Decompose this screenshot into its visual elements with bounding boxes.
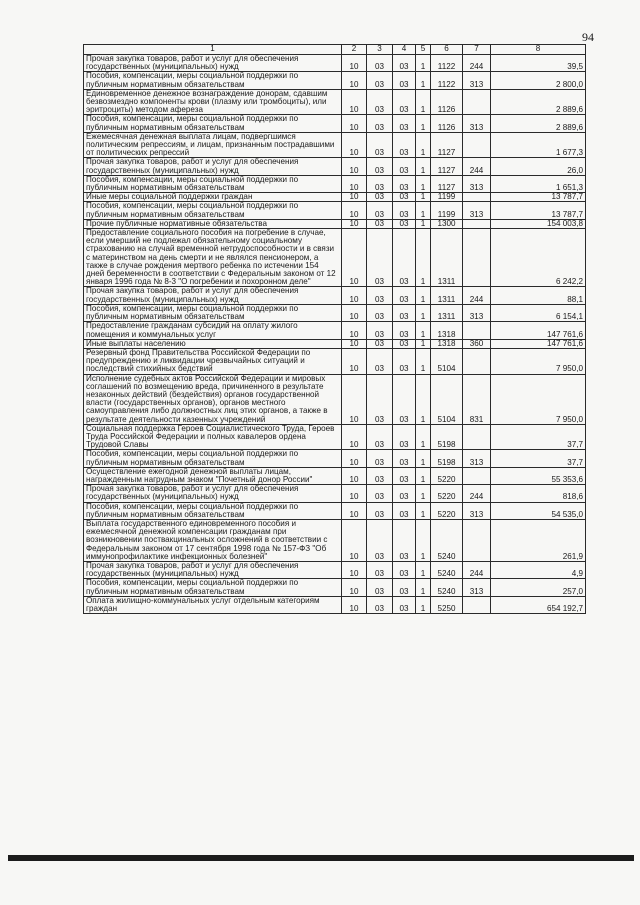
- row-name-cell: Пособия, компенсации, меры социальной поддержки по публичным нормативным обязательствам: [84, 450, 342, 467]
- table-row: [84, 193, 586, 202]
- row-expense-type-cell: 313: [463, 175, 491, 192]
- row-name-cell: Исполнение судебных актов Российской Федерации и мировых соглашений по возмещению вреда, причиненного в результате незаконных действий (бездействия) органов государственной власти (государственных органов), органов местного самоуправления либо должностных лиц этих органов, а также в результате деятельности казенных учреждений: [84, 374, 342, 424]
- row-code-cell: 1122: [431, 55, 463, 72]
- row-subprogram-cell: 1: [416, 502, 431, 519]
- row-expense-type-cell: 313: [463, 115, 491, 132]
- row-subsection-cell: 03: [367, 229, 393, 287]
- row-code-cell: 5240: [431, 561, 463, 578]
- row-program-cell: 03: [393, 339, 416, 348]
- row-subprogram-cell: 1: [416, 596, 431, 613]
- row-section-cell: 10: [342, 304, 367, 321]
- row-name-cell: Пособия, компенсации, меры социальной поддержки по публичным нормативным обязательствам: [84, 72, 342, 89]
- row-code-cell: 1127: [431, 132, 463, 158]
- row-expense-type-cell: [463, 348, 491, 374]
- row-amount-cell: 26,0: [491, 158, 586, 175]
- row-amount-cell: 147 761,6: [491, 339, 586, 348]
- row-subprogram-cell: 1: [416, 193, 431, 202]
- row-amount-cell: 2 800,0: [491, 72, 586, 89]
- row-name-cell: Пособия, компенсации, меры социальной поддержки по публичным нормативным обязательствам: [84, 202, 342, 219]
- row-amount-cell: 13 787,7: [491, 193, 586, 202]
- row-amount-cell: 147 761,6: [491, 322, 586, 339]
- row-amount-cell: 37,7: [491, 450, 586, 467]
- row-amount-cell: 257,0: [491, 579, 586, 596]
- row-subsection-cell: 03: [367, 519, 393, 561]
- column-header-section: 2: [342, 45, 367, 55]
- row-subprogram-cell: 1: [416, 115, 431, 132]
- row-subprogram-cell: 1: [416, 132, 431, 158]
- row-subsection-cell: 03: [367, 72, 393, 89]
- row-expense-type-cell: [463, 596, 491, 613]
- row-program-cell: 03: [393, 596, 416, 613]
- row-expense-type-cell: 313: [463, 304, 491, 321]
- row-subsection-cell: 03: [367, 348, 393, 374]
- row-amount-cell: 654 192,7: [491, 596, 586, 613]
- row-program-cell: 03: [393, 519, 416, 561]
- row-amount-cell: 39,5: [491, 55, 586, 72]
- row-subprogram-cell: 1: [416, 55, 431, 72]
- row-expense-type-cell: [463, 193, 491, 202]
- row-section-cell: 10: [342, 202, 367, 219]
- table-row: [84, 424, 586, 450]
- row-name-cell: Предоставление социального пособия на погребение в случае, если умерший не подлежал обязательному социальному страхованию на случай временной нетрудоспособности и в связи с материнством на день смерти и не являлся пенсионером, а также в случае рождения мертвого ребенка по истечении 154 дней беременности в соответствии с Федеральным законом от 12 января 1996 года № 8-3 "О погребении и похоронном деле": [84, 229, 342, 287]
- row-code-cell: 1127: [431, 175, 463, 192]
- row-program-cell: 03: [393, 561, 416, 578]
- column-header-subprogram: 5: [416, 45, 431, 55]
- table-row: [84, 304, 586, 321]
- row-section-cell: 10: [342, 485, 367, 502]
- row-code-cell: 5240: [431, 519, 463, 561]
- row-name-cell: Предоставление гражданам субсидий на оплату жилого помещения и коммунальных услуг: [84, 322, 342, 339]
- row-name-cell: Пособия, компенсации, меры социальной поддержки по публичным нормативным обязательствам: [84, 115, 342, 132]
- table-row: [84, 374, 586, 424]
- row-name-cell: Пособия, компенсации, меры социальной поддержки по публичным нормативным обязательствам: [84, 579, 342, 596]
- row-code-cell: 1311: [431, 229, 463, 287]
- row-code-cell: 5198: [431, 450, 463, 467]
- row-section-cell: 10: [342, 502, 367, 519]
- row-expense-type-cell: [463, 219, 491, 228]
- row-subsection-cell: 03: [367, 304, 393, 321]
- row-amount-cell: 7 950,0: [491, 374, 586, 424]
- row-subprogram-cell: 1: [416, 229, 431, 287]
- row-subsection-cell: 03: [367, 467, 393, 484]
- row-subsection-cell: 03: [367, 55, 393, 72]
- row-program-cell: 03: [393, 485, 416, 502]
- row-subsection-cell: 03: [367, 322, 393, 339]
- row-subsection-cell: 03: [367, 339, 393, 348]
- row-name-cell: Пособия, компенсации, меры социальной поддержки по публичным нормативным обязательствам: [84, 304, 342, 321]
- row-program-cell: 03: [393, 89, 416, 115]
- row-program-cell: 03: [393, 229, 416, 287]
- row-expense-type-cell: 244: [463, 158, 491, 175]
- row-amount-cell: 1 677,3: [491, 132, 586, 158]
- row-amount-cell: 55 353,6: [491, 467, 586, 484]
- row-amount-cell: 7 950,0: [491, 348, 586, 374]
- row-subprogram-cell: 1: [416, 158, 431, 175]
- row-section-cell: 10: [342, 596, 367, 613]
- row-program-cell: 03: [393, 322, 416, 339]
- row-expense-type-cell: [463, 89, 491, 115]
- row-name-cell: Иные выплаты населению: [84, 339, 342, 348]
- row-code-cell: 1318: [431, 339, 463, 348]
- row-program-cell: 03: [393, 579, 416, 596]
- row-expense-type-cell: 831: [463, 374, 491, 424]
- row-subsection-cell: 03: [367, 374, 393, 424]
- row-code-cell: 1311: [431, 304, 463, 321]
- row-amount-cell: 261,9: [491, 519, 586, 561]
- row-subprogram-cell: 1: [416, 175, 431, 192]
- row-amount-cell: 2 889,6: [491, 89, 586, 115]
- table-header-row: [84, 45, 586, 55]
- row-program-cell: 03: [393, 115, 416, 132]
- table-row: [84, 202, 586, 219]
- row-code-cell: 5104: [431, 374, 463, 424]
- row-subprogram-cell: 1: [416, 339, 431, 348]
- row-section-cell: 10: [342, 175, 367, 192]
- row-code-cell: 1126: [431, 89, 463, 115]
- row-name-cell: Пособия, компенсации, меры социальной поддержки по публичным нормативным обязательствам: [84, 502, 342, 519]
- column-header-amount: 8: [491, 45, 586, 55]
- row-amount-cell: 6 154,1: [491, 304, 586, 321]
- row-amount-cell: 13 787,7: [491, 202, 586, 219]
- row-amount-cell: 2 889,6: [491, 115, 586, 132]
- row-name-cell: Прочая закупка товаров, работ и услуг для обеспечения государственных (муниципальных) нужд: [84, 287, 342, 304]
- row-name-cell: Иные меры социальной поддержки граждан: [84, 193, 342, 202]
- table-row: [84, 485, 586, 502]
- row-subsection-cell: 03: [367, 502, 393, 519]
- row-subsection-cell: 03: [367, 202, 393, 219]
- row-amount-cell: 37,7: [491, 424, 586, 450]
- row-section-cell: 10: [342, 132, 367, 158]
- row-expense-type-cell: 313: [463, 579, 491, 596]
- row-section-cell: 10: [342, 219, 367, 228]
- row-section-cell: 10: [342, 158, 367, 175]
- budget-table: [83, 44, 586, 614]
- row-subprogram-cell: 1: [416, 72, 431, 89]
- table-row: [84, 229, 586, 287]
- row-program-cell: 03: [393, 348, 416, 374]
- row-subsection-cell: 03: [367, 132, 393, 158]
- row-section-cell: 10: [342, 229, 367, 287]
- row-amount-cell: 6 242,2: [491, 229, 586, 287]
- row-subprogram-cell: 1: [416, 89, 431, 115]
- row-name-cell: Прочая закупка товаров, работ и услуг для обеспечения государственных (муниципальных) нужд: [84, 485, 342, 502]
- row-expense-type-cell: 244: [463, 287, 491, 304]
- row-program-cell: 03: [393, 55, 416, 72]
- row-name-cell: Пособия, компенсации, меры социальной поддержки по публичным нормативным обязательствам: [84, 175, 342, 192]
- table-row: [84, 175, 586, 192]
- row-amount-cell: 88,1: [491, 287, 586, 304]
- row-expense-type-cell: 313: [463, 202, 491, 219]
- row-section-cell: 10: [342, 287, 367, 304]
- table-row: [84, 450, 586, 467]
- page-number: 94: [582, 30, 594, 44]
- table-row: [84, 596, 586, 613]
- row-subprogram-cell: 1: [416, 450, 431, 467]
- row-expense-type-cell: [463, 132, 491, 158]
- row-subsection-cell: 03: [367, 561, 393, 578]
- row-subprogram-cell: 1: [416, 287, 431, 304]
- table-row: [84, 219, 586, 228]
- row-expense-type-cell: 313: [463, 72, 491, 89]
- table-row: [84, 89, 586, 115]
- row-code-cell: 5240: [431, 579, 463, 596]
- row-code-cell: 5220: [431, 502, 463, 519]
- table-row: [84, 132, 586, 158]
- row-section-cell: 10: [342, 348, 367, 374]
- row-expense-type-cell: 313: [463, 502, 491, 519]
- table-row: [84, 158, 586, 175]
- row-name-cell: Единовременное денежное вознаграждение донорам, сдавшим безвозмездно компоненты крови (плазму или тромбоциты), или эритроциты) методом афереза: [84, 89, 342, 115]
- row-program-cell: 03: [393, 132, 416, 158]
- row-subprogram-cell: 1: [416, 561, 431, 578]
- row-expense-type-cell: 313: [463, 450, 491, 467]
- row-code-cell: 5220: [431, 485, 463, 502]
- row-section-cell: 10: [342, 72, 367, 89]
- table-row: [84, 287, 586, 304]
- row-code-cell: 5104: [431, 348, 463, 374]
- row-expense-type-cell: [463, 229, 491, 287]
- row-amount-cell: 4,9: [491, 561, 586, 578]
- table-row: [84, 55, 586, 72]
- row-name-cell: Прочие публичные нормативные обязательства: [84, 219, 342, 228]
- row-subsection-cell: 03: [367, 596, 393, 613]
- row-subsection-cell: 03: [367, 175, 393, 192]
- row-expense-type-cell: 244: [463, 55, 491, 72]
- row-code-cell: 1311: [431, 287, 463, 304]
- row-subsection-cell: 03: [367, 424, 393, 450]
- row-subprogram-cell: 1: [416, 519, 431, 561]
- row-subsection-cell: 03: [367, 89, 393, 115]
- row-section-cell: 10: [342, 322, 367, 339]
- row-subsection-cell: 03: [367, 219, 393, 228]
- row-subsection-cell: 03: [367, 193, 393, 202]
- table-body: [84, 55, 586, 614]
- row-name-cell: Оплата жилищно-коммунальных услуг отдельным категориям граждан: [84, 596, 342, 613]
- row-program-cell: 03: [393, 219, 416, 228]
- table-row: [84, 322, 586, 339]
- row-subprogram-cell: 1: [416, 304, 431, 321]
- row-code-cell: 1300: [431, 219, 463, 228]
- row-program-cell: 03: [393, 502, 416, 519]
- row-expense-type-cell: 244: [463, 561, 491, 578]
- table-row: [84, 467, 586, 484]
- table-row: [84, 348, 586, 374]
- row-program-cell: 03: [393, 450, 416, 467]
- column-header-code: 6: [431, 45, 463, 55]
- row-subprogram-cell: 1: [416, 467, 431, 484]
- row-subprogram-cell: 1: [416, 348, 431, 374]
- row-program-cell: 03: [393, 287, 416, 304]
- row-program-cell: 03: [393, 175, 416, 192]
- row-amount-cell: 154 003,8: [491, 219, 586, 228]
- row-code-cell: 1199: [431, 202, 463, 219]
- row-subprogram-cell: 1: [416, 424, 431, 450]
- row-section-cell: 10: [342, 89, 367, 115]
- row-code-cell: 1318: [431, 322, 463, 339]
- row-name-cell: Прочая закупка товаров, работ и услуг для обеспечения государственных (муниципальных) нужд: [84, 561, 342, 578]
- row-section-cell: 10: [342, 561, 367, 578]
- row-section-cell: 10: [342, 55, 367, 72]
- row-subprogram-cell: 1: [416, 202, 431, 219]
- column-header-subsection: 3: [367, 45, 393, 55]
- row-code-cell: 1127: [431, 158, 463, 175]
- row-subsection-cell: 03: [367, 485, 393, 502]
- row-subprogram-cell: 1: [416, 219, 431, 228]
- row-name-cell: Резервный фонд Правительства Российской Федерации по предупреждению и ликвидации чрезвычайных ситуаций и последствий стихийных бедствий: [84, 348, 342, 374]
- row-name-cell: Прочая закупка товаров, работ и услуг для обеспечения государственных (муниципальных) нужд: [84, 55, 342, 72]
- row-subprogram-cell: 1: [416, 485, 431, 502]
- table-row: [84, 115, 586, 132]
- row-subsection-cell: 03: [367, 287, 393, 304]
- table-row: [84, 72, 586, 89]
- bottom-scan-border: [8, 855, 634, 861]
- row-name-cell: Осуществление ежегодной денежной выплаты лицам, награжденным нагрудным знаком "Почетный донор России": [84, 467, 342, 484]
- row-expense-type-cell: 244: [463, 485, 491, 502]
- row-subprogram-cell: 1: [416, 579, 431, 596]
- row-name-cell: Социальная поддержка Героев Социалистического Труда, Героев Труда Российской Федерации и полных кавалеров ордена Трудовой Славы: [84, 424, 342, 450]
- row-program-cell: 03: [393, 193, 416, 202]
- row-expense-type-cell: [463, 322, 491, 339]
- row-subprogram-cell: 1: [416, 374, 431, 424]
- row-program-cell: 03: [393, 304, 416, 321]
- column-header-name: 1: [84, 45, 342, 55]
- row-name-cell: Прочая закупка товаров, работ и услуг для обеспечения государственных (муниципальных) нужд: [84, 158, 342, 175]
- column-header-program: 4: [393, 45, 416, 55]
- row-program-cell: 03: [393, 424, 416, 450]
- row-name-cell: Ежемесячная денежная выплата лицам, подвергшимся политическим репрессиям, и лицам, признанным пострадавшими от политических репрессий: [84, 132, 342, 158]
- row-program-cell: 03: [393, 374, 416, 424]
- row-subprogram-cell: 1: [416, 322, 431, 339]
- row-section-cell: 10: [342, 519, 367, 561]
- row-code-cell: 1199: [431, 193, 463, 202]
- row-amount-cell: 818,6: [491, 485, 586, 502]
- table-row: [84, 519, 586, 561]
- row-name-cell: Выплата государственного единовременного пособия и ежемесячной денежной компенсации гражданам при возникновении поствакцинальных осложнений в соответствии с Федеральным законом от 17 сентября 1998 года № 157-ФЗ "Об иммунопрофилактике инфекционных болезней": [84, 519, 342, 561]
- row-expense-type-cell: [463, 467, 491, 484]
- row-program-cell: 03: [393, 467, 416, 484]
- row-code-cell: 5198: [431, 424, 463, 450]
- row-expense-type-cell: [463, 519, 491, 561]
- row-amount-cell: 54 535,0: [491, 502, 586, 519]
- row-program-cell: 03: [393, 158, 416, 175]
- table-row: [84, 339, 586, 348]
- row-subsection-cell: 03: [367, 115, 393, 132]
- row-code-cell: 1126: [431, 115, 463, 132]
- row-section-cell: 10: [342, 450, 367, 467]
- row-section-cell: 10: [342, 467, 367, 484]
- row-program-cell: 03: [393, 72, 416, 89]
- row-section-cell: 10: [342, 339, 367, 348]
- row-section-cell: 10: [342, 115, 367, 132]
- row-program-cell: 03: [393, 202, 416, 219]
- row-amount-cell: 1 651,3: [491, 175, 586, 192]
- row-expense-type-cell: 360: [463, 339, 491, 348]
- table-row: [84, 502, 586, 519]
- column-header-expense-type: 7: [463, 45, 491, 55]
- table-row: [84, 561, 586, 578]
- row-code-cell: 5250: [431, 596, 463, 613]
- row-subsection-cell: 03: [367, 158, 393, 175]
- row-code-cell: 1122: [431, 72, 463, 89]
- row-section-cell: 10: [342, 374, 367, 424]
- table-row: [84, 579, 586, 596]
- row-subsection-cell: 03: [367, 579, 393, 596]
- row-subsection-cell: 03: [367, 450, 393, 467]
- row-section-cell: 10: [342, 193, 367, 202]
- row-expense-type-cell: [463, 424, 491, 450]
- row-section-cell: 10: [342, 579, 367, 596]
- row-code-cell: 5220: [431, 467, 463, 484]
- row-section-cell: 10: [342, 424, 367, 450]
